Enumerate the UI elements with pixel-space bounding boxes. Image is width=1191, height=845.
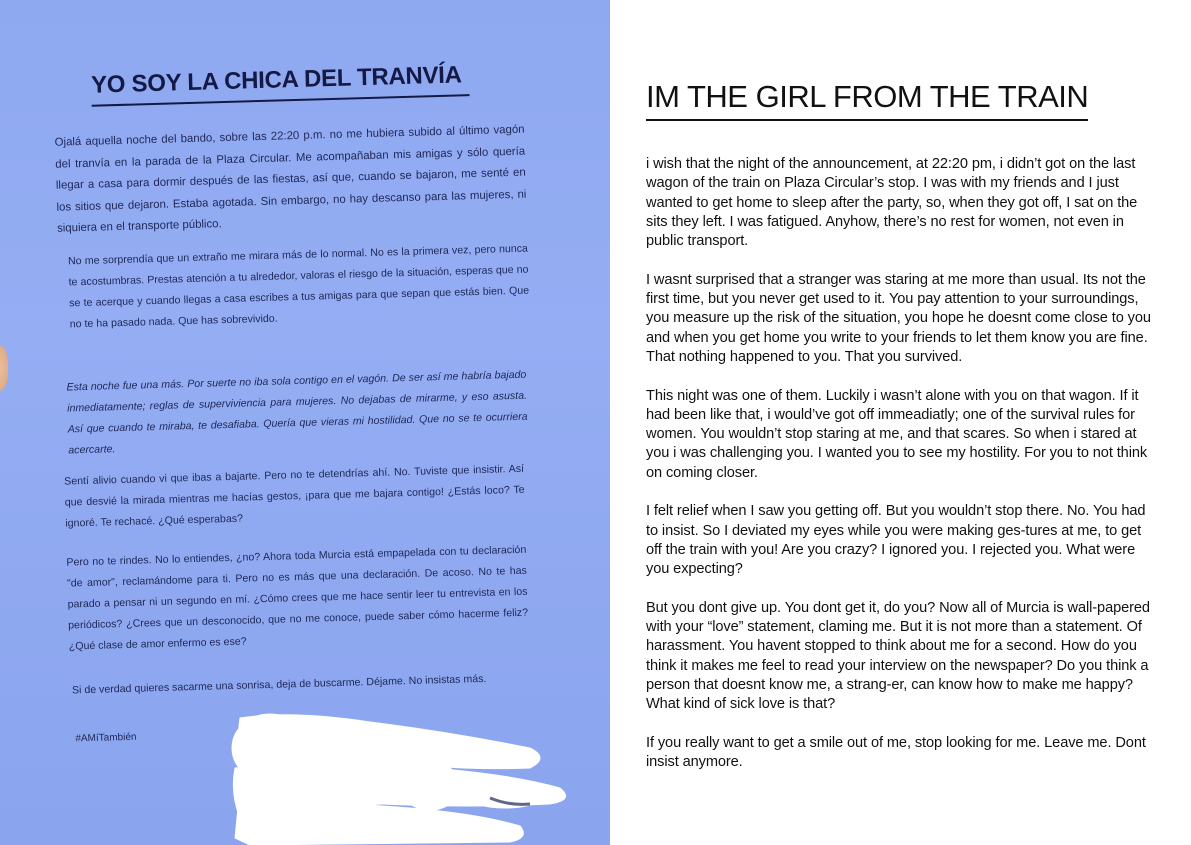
- spanish-paragraph-5: Pero no te rindes. No lo entiendes, ¿no? Ahora toda Murcia está empapelada con tu declaración "de amor", reclamándome para ti. Pero no es más que una declaración. De acoso. No te has parado a pensar ni un segundo en mí. ¿Cómo crees que me hace sentir leer tu entrevista en los periódicos? ¿Crees que un desconocido, que no me conoce, puede saber cómo hacerme feliz? ¿Qué clase de amor enfermo es ese?: [66, 543, 529, 653]
- english-paragraph-1: i wish that the night of the announcement, at 22:20 pm, i didn’t got on the last wagon of the train on Plaza Circular’s stop. I was with my friends and I just wanted to get home to sleep after the party, so, when they got off, I sat on the sits they left. I was fatigued. Anyhow, there’s no rest for women, not even in public transport.: [646, 156, 1138, 250]
- spanish-hashtag: #AMíTambién: [75, 731, 137, 745]
- english-paragraph-6: If you really want to get a smile out of me, stop looking for me. Leave me. Dont insist anymore.: [646, 734, 1146, 771]
- spanish-title: YO SOY LA CHICA DEL TRANVÍA: [90, 61, 462, 99]
- spanish-paragraph-1: Ojalá aquella noche del bando, sobre las 22:20 p.m. no me hubiera subido al último vagón del tranvía en la parada de la Plaza Circular. Me acompañaban mis amigas y sólo quería llegar a casa para dormir después de las fiestas, así que, cuando se bajaron, me senté en los sitios que dejaron. Estaba agotada. Sin embargo, no hay descanso para las mujeres, ni siquiera en el transporte público.: [54, 123, 527, 235]
- english-paragraph-5: But you dont give up. You dont get it, do you? Now all of Murcia is wall-papered with your “love” statement, claming me. But it is not more than a statement. Of harassment. You havent stopped to think about me for a second. How do you think it makes me feel to read your interview on the newspaper? Do you think a person that doesnt know me, a strang-er, can know how to make me happy? What kind of sick love is that?: [646, 599, 1150, 713]
- english-paragraph-4: I felt relief when I saw you getting off. But you wouldn’t stop there. No. You had to insist. So I deviated my eyes while you were making ges-tures at me, to get off the train with you! Are you crazy? I ignored you. I rejected you. What were you expecting?: [646, 503, 1146, 578]
- redaction-scribble: [230, 708, 580, 845]
- spanish-paragraph-4: Sentí alivio cuando vi que ibas a bajarte. Pero no te detendrías ahí. No. Tuviste que insistir. Así que desvié la mirada mientras me hacías gestos, ¡para que me bajara contigo! ¿Estás loco? Te ignoré. Te rechacé. ¿Qué esperabas?: [64, 462, 525, 530]
- spanish-paragraph-6: Si de verdad quieres sacarme una sonrisa, deja de buscarme. Déjame. No insistas más.: [71, 672, 487, 697]
- english-paragraph-2: I wasnt surprised that a stranger was staring at me more than usual. Its not the first time, but you never get used to it. You pay attention to your surroundings, you measure up the risk of the situation, you hope he doesnt come close to you and when you get home you write to your friends to let them know you are fine. That nothing happened to you. That you survived.: [646, 271, 1151, 365]
- english-paragraph-3: This night was one of them. Luckily i wasn’t alone with you on that wagon. If it had been like that, i would’ve got off immeadiatly; one of the survival rules for women. You wouldn’t stop staring at me, and that scares. So when i stared at you i was challenging you. I wanted you to see my hostility. For you to not think on coming closer.: [646, 387, 1148, 481]
- english-title: IM THE GIRL FROM THE TRAIN: [646, 78, 1088, 121]
- spanish-paragraph-3: Esta noche fue una más. Por suerte no iba sola contigo en el vagón. De ser así me habría bajado inmediatamente; reglas de superviviencia para mujeres. No dejabas de mirarme, y eso asusta. Así que cuando te miraba, te desafiaba. Quería que vieras mi hostilidad. Que no se te ocurriera acercarte.: [66, 368, 528, 457]
- spanish-paragraph-2: No me sorprendía que un extraño me mirara más de lo normal. No es la primera vez, pero nunca te acostumbras. Prestas atención a tu alrededor, valoras el riesgo de la situación, esperas que no se te acerque y cuando llegas a casa escribes a tus amigas para que sepan que estás bien. Que no te ha pasado nada. Que has sobrevivido.: [67, 242, 530, 331]
- english-translation: [646, 78, 1151, 773]
